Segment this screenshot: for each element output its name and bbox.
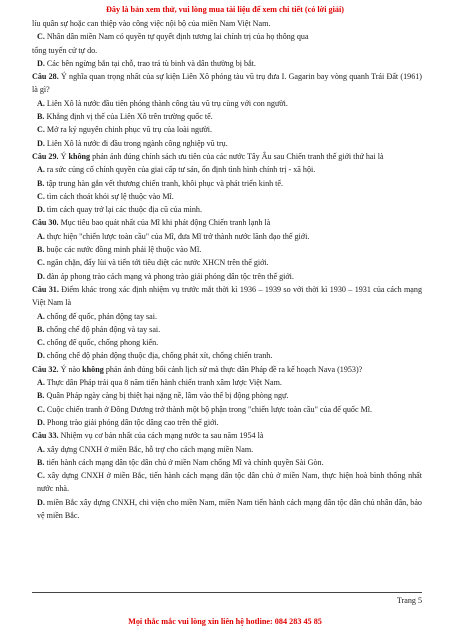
question-28 [32,70,422,97]
option-c-continuation: tổng tuyển cử tự do. [32,45,98,55]
hotline-notice-banner: Mọi thắc mắc vui lòng xin liên hệ hotline: 084 283 45 85 [128,617,322,626]
question-33: Câu 33. Nhiệm vụ cơ bản nhất của cách mạng nước ta sau năm 1954 là [32,431,264,441]
page-number: Trang 5 [396,596,422,605]
option-b: B. Khẳng định vị thế của Liên Xô trên trường quốc tế. [37,112,213,122]
option-c: C. chống đế quốc, chống phong kiến. [37,338,159,348]
option-d: D. Liên Xô là nước đi đầu trong ngành công nghiệp vũ trụ. [37,138,228,148]
question-number: Câu 29. [32,151,59,161]
option-a: A. Thực dân Pháp trải qua 8 năm tiến hành chiến tranh xâm lược Việt Nam. [37,378,282,388]
question-number: Câu 31. [32,284,59,294]
option-b: B. tiến hành cách mạng dân tộc dân chủ ở miền Nam chống Mĩ và chính quyền Sài Gòn. [37,457,324,467]
option-d: D. Phong trào giải phóng dân tộc dâng cao trên thế giới. [37,417,219,427]
emphasis-negation: không [68,151,91,161]
question-number: Câu 28. [32,72,59,82]
question-number: Câu 32. [32,364,59,374]
preview-notice-banner: Đây là bản xem thử, vui lòng mua tài liệu để xem chi tiết (có lời giải) [105,5,344,14]
option-c: C. Mở ra kỷ nguyên chinh phục vũ trụ của loài người. [37,125,213,135]
option-a: A. xây dựng CNXH ở miền Bắc, hỗ trợ cho cách mạng miền Nam. [37,444,254,454]
option-letter: C. [37,32,45,42]
option-d: D. miền Bắc xây dựng CNXH, chi viện cho miền Nam, miền Nam tiến hành cách mạng dân tộc dân chủ nhân dân, bảo vệ miền Bắc. [37,497,422,520]
emphasis-negation: không [82,364,104,374]
option-d: D. chống chế độ phản động thuộc địa, chống phát xít, chống chiến tranh. [37,351,273,361]
option-a: A. chống đế quốc, phản động tay sai. [37,311,158,321]
option-b: B. buộc các nước đồng minh phải lệ thuộc vào Mĩ. [37,245,202,255]
question-number: Câu 33. [32,431,59,441]
option-a: A. Liên Xô là nước đầu tiên phóng thành công tàu vũ trụ cùng với con người. [37,98,288,108]
option-letter: D. [37,58,45,68]
previous-question-tail: líu quân sự hoặc can thiệp vào công việc nội bộ của miền Nam Việt Nam. [32,19,271,28]
option-b: B. Quân Pháp ngày càng bị thiệt hại nặng nề, lâm vào thế bị động phòng ngự. [37,391,289,401]
option-d: D. Các bên ngừng bắn tại chỗ, trao trả tù binh và dân thường bị bắt. [37,58,256,68]
document-body [32,17,422,522]
question-29: Câu 29. Ý không phản ánh đúng chính sách ưu tiên của các nước Tây Âu sau Chiến tranh thế giới thứ hai là [32,151,384,161]
question-number: Câu 30. [32,218,59,228]
option-a: A. thực hiện "chiến lược toàn cầu" của Mĩ, đưa Mĩ trở thành nước lãnh đạo thế giới. [37,231,310,241]
option-c: C. ngăn chặn, đẩy lùi và tiến tới tiêu diệt các nước XHCN trên thế giới. [37,258,269,268]
option-c: C. tìm cách thoát khỏi sự lệ thuộc vào Mĩ. [37,191,174,201]
option-c: C. Cuộc chiến tranh ở Đông Dương trở thành một bộ phận trong "chiến lược toàn cầu" của đế quốc Mĩ. [37,404,373,414]
question-31: Câu 31. Điểm khác trong xác định nhiệm vụ trước mắt thời kì 1936 – 1939 so với thời kì 1930 – 1931 của cách mạng Việt Nam là [32,284,422,308]
option-c: C. Nhân dân miền Nam có quyền tự quyết định tương lai chính trị của họ thông qua [37,32,309,42]
option-a: A. ra sức củng cố chính quyền của giai cấp tư sản, ổn định tình hình chính trị - xã hội. [37,165,316,175]
option-c: C. xây dựng CNXH ở miền Bắc, tiến hành cách mạng dân tộc dân chủ ở miền Nam, thực hiện hoà bình thống nhất nước nhà. [37,471,423,494]
option-b: B. chống chế độ phản động và tay sai. [37,324,161,334]
option-b: B. tập trung hàn gắn vết thương chiến tranh, khôi phục và phát triển kinh tế. [37,178,284,188]
option-d: D. đàn áp phong trào cách mạng và phong trào giải phóng dân tộc trên thế giới. [37,271,294,281]
question-stem: Ý nghĩa quan trọng nhất của sự kiện Liên Xô phóng tàu vũ trụ đưa I. Gagarin bay vòng quanh Trái Đất (1961) là gì? [32,72,422,95]
question-30: Câu 30. Mục tiêu bao quát nhất của Mĩ khi phát động Chiến tranh lạnh là [32,218,271,228]
option-d: D. tìm cách quay trở lại các thuộc địa cũ của mình. [37,205,202,215]
question-32: Câu 32. Ý nào không phản ánh đúng bối cảnh lịch sử mà thực dân Pháp đề ra kế hoạch Nava (1953)? [32,364,363,374]
footer-divider [32,592,422,593]
